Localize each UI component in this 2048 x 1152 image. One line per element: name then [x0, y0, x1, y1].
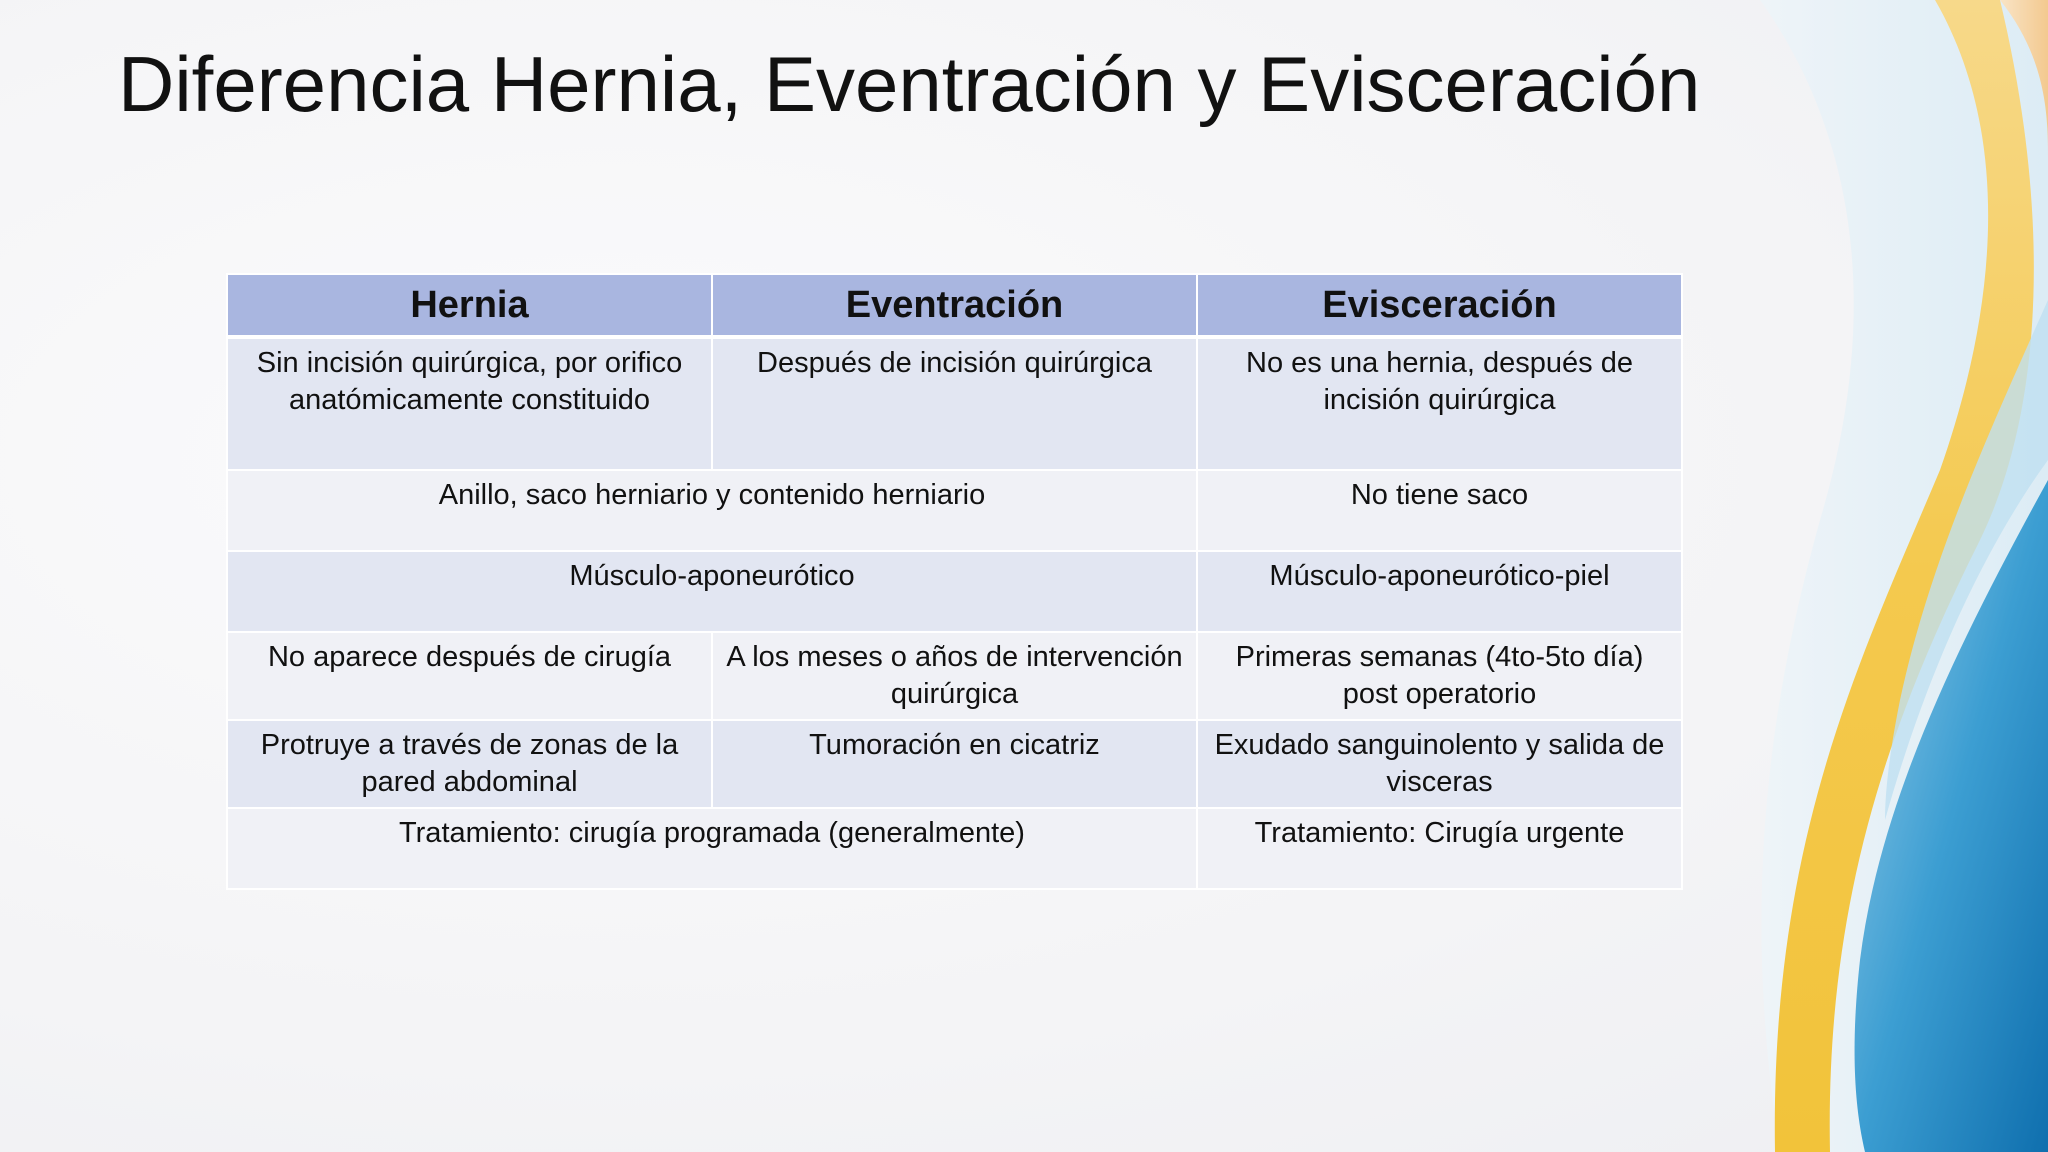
cell-hernia-timing: No aparece después de cirugía: [227, 632, 712, 720]
cell-hernia-definition: Sin incisión quirúrgica, por orifico anatómicamente constituido: [227, 337, 712, 470]
table-row: [227, 551, 1682, 632]
table-header-row: [227, 274, 1682, 337]
cell-eventracion-presentation: Tumoración en cicatriz: [712, 720, 1197, 808]
cell-evisceracion-definition: No es una hernia, después de incisión quirúrgica: [1197, 337, 1682, 470]
cell-hernia-eventracion-treatment: Tratamiento: cirugía programada (generalmente): [227, 808, 1197, 889]
cell-hernia-presentation: Protruye a través de zonas de la pared abdominal: [227, 720, 712, 808]
cell-hernia-eventracion-structure: Anillo, saco herniario y contenido herniario: [227, 470, 1197, 551]
comparison-table: [226, 273, 1683, 890]
cell-evisceracion-presentation: Exudado sanguinolento y salida de visceras: [1197, 720, 1682, 808]
table-row: [227, 808, 1682, 889]
cell-evisceracion-structure: No tiene saco: [1197, 470, 1682, 551]
cell-evisceracion-treatment: Tratamiento: Cirugía urgente: [1197, 808, 1682, 889]
table-row: [227, 720, 1682, 808]
slide-title: Diferencia Hernia, Eventración y Evisceración: [118, 40, 1701, 128]
cell-evisceracion-timing: Primeras semanas (4to-5to día) post operatorio: [1197, 632, 1682, 720]
cell-hernia-eventracion-layers: Músculo-aponeurótico: [227, 551, 1197, 632]
cell-eventracion-definition: Después de incisión quirúrgica: [712, 337, 1197, 470]
header-hernia: Hernia: [227, 274, 712, 337]
table-row: [227, 632, 1682, 720]
cell-evisceracion-layers: Músculo-aponeurótico-piel: [1197, 551, 1682, 632]
header-eventracion: Eventración: [712, 274, 1197, 337]
cell-eventracion-timing: A los meses o años de intervención quirúrgica: [712, 632, 1197, 720]
table-row: [227, 470, 1682, 551]
header-evisceracion: Evisceración: [1197, 274, 1682, 337]
table-row: [227, 337, 1682, 470]
